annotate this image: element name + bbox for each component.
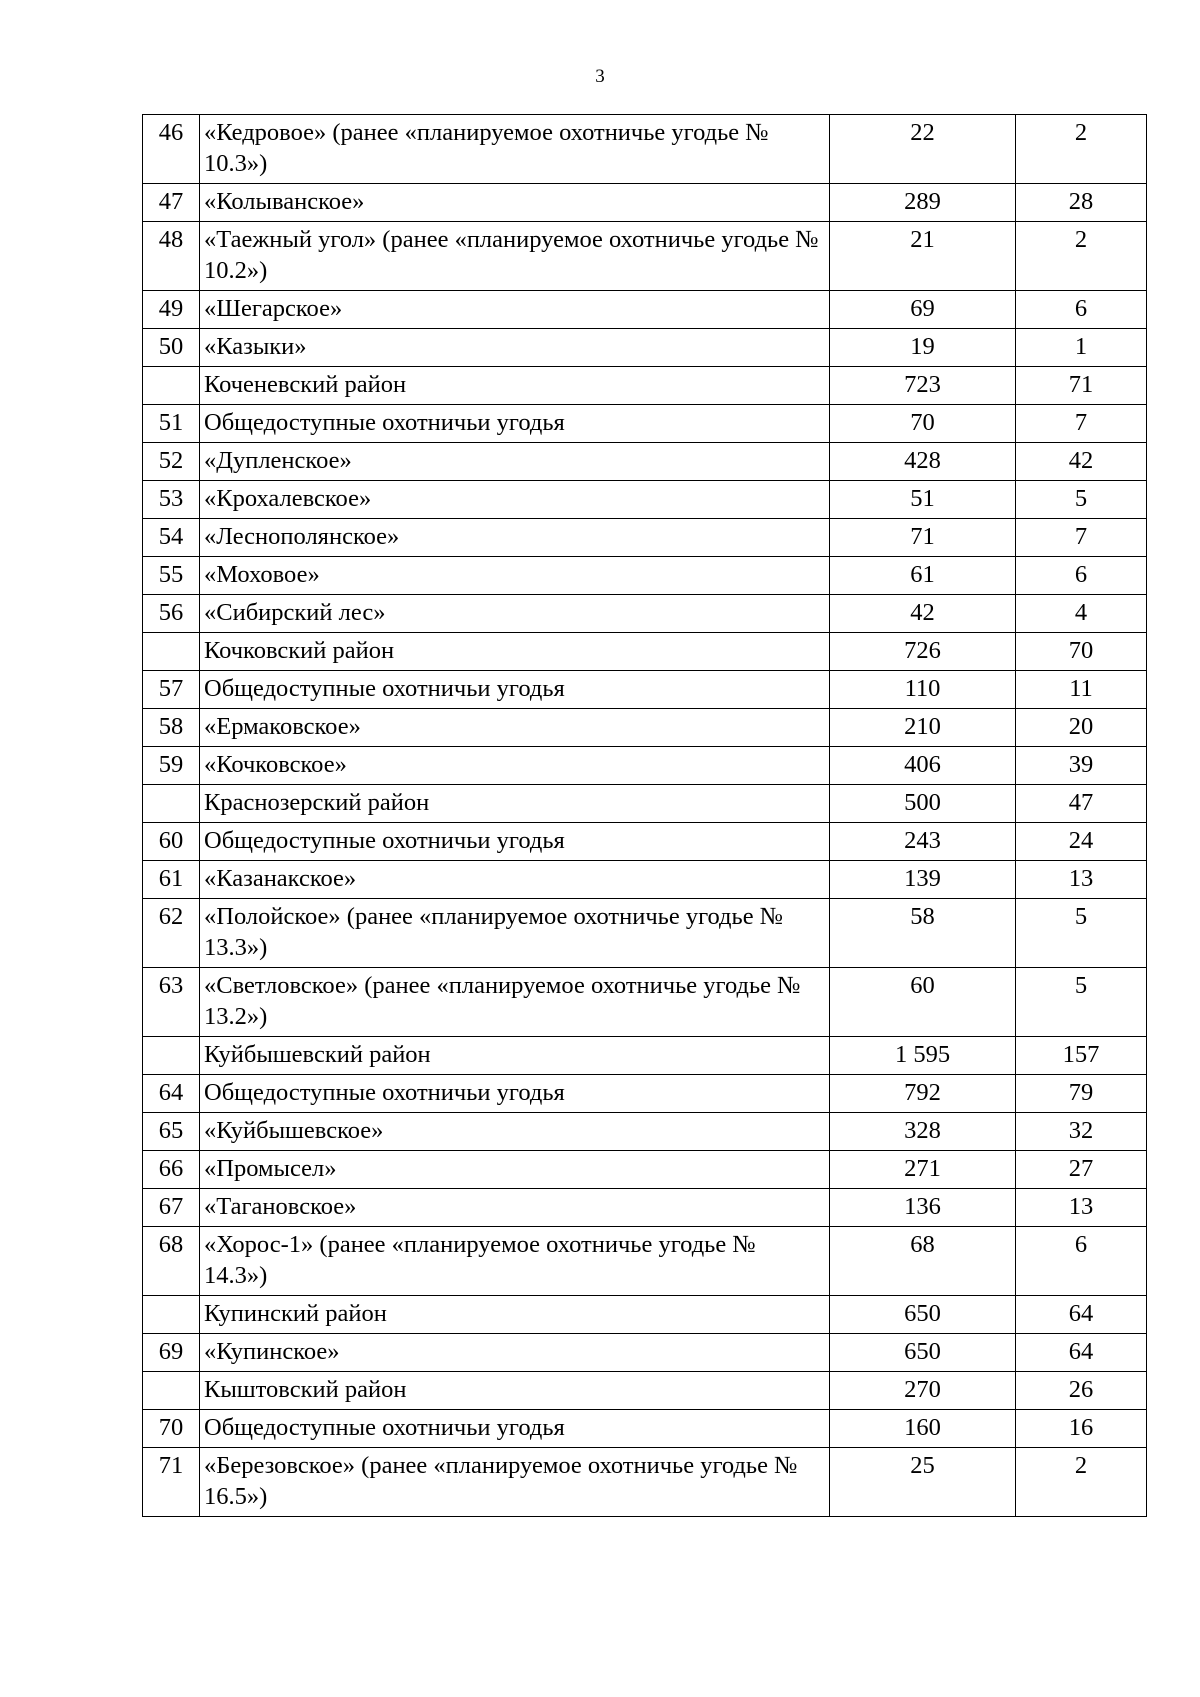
table-row: [143, 595, 1147, 633]
row-number-cell: [143, 367, 200, 405]
row-number-cell: 66: [143, 1151, 200, 1189]
row-number-cell: 52: [143, 443, 200, 481]
row-name-cell: «Полойское» (ранее «планируемое охотничье угодье № 13.3»): [200, 899, 830, 968]
row-name-cell: Общедоступные охотничьи угодья: [200, 1410, 830, 1448]
page-number: 3: [595, 66, 605, 87]
row-number-cell: 50: [143, 329, 200, 367]
district-row: [143, 1296, 1147, 1334]
row-value2-cell: 24: [1016, 823, 1147, 861]
row-number-cell: [143, 785, 200, 823]
row-name-cell: Общедоступные охотничьи угодья: [200, 405, 830, 443]
row-value1-cell: 792: [830, 1075, 1016, 1113]
table-row: [143, 1227, 1147, 1296]
row-value1-cell: 650: [830, 1334, 1016, 1372]
row-value1-cell: 406: [830, 747, 1016, 785]
row-value2-cell: 5: [1016, 481, 1147, 519]
row-number-cell: 48: [143, 222, 200, 291]
row-value1-cell: 289: [830, 184, 1016, 222]
table-row: [143, 329, 1147, 367]
row-number-cell: 63: [143, 968, 200, 1037]
row-value1-cell: 328: [830, 1113, 1016, 1151]
row-number-cell: 47: [143, 184, 200, 222]
row-value2-cell: 13: [1016, 861, 1147, 899]
table-row: [143, 481, 1147, 519]
row-value2-cell: 27: [1016, 1151, 1147, 1189]
row-number-cell: 65: [143, 1113, 200, 1151]
row-value2-cell: 20: [1016, 709, 1147, 747]
district-row: [143, 1037, 1147, 1075]
row-value2-cell: 6: [1016, 1227, 1147, 1296]
row-value2-cell: 28: [1016, 184, 1147, 222]
row-number-cell: [143, 633, 200, 671]
row-number-cell: [143, 1296, 200, 1334]
table-body: [143, 115, 1147, 1517]
row-number-cell: 53: [143, 481, 200, 519]
row-name-cell: Кыштовский район: [200, 1372, 830, 1410]
row-number-cell: 60: [143, 823, 200, 861]
row-name-cell: «Сибирский лес»: [200, 595, 830, 633]
row-name-cell: «Светловское» (ранее «планируемое охотничье угодье № 13.2»): [200, 968, 830, 1037]
row-name-cell: Общедоступные охотничьи угодья: [200, 671, 830, 709]
row-name-cell: «Леснополянское»: [200, 519, 830, 557]
row-value1-cell: 210: [830, 709, 1016, 747]
row-name-cell: «Шегарское»: [200, 291, 830, 329]
row-value1-cell: 58: [830, 899, 1016, 968]
row-value2-cell: 6: [1016, 557, 1147, 595]
table-row: [143, 823, 1147, 861]
row-name-cell: «Ермаковское»: [200, 709, 830, 747]
row-number-cell: 69: [143, 1334, 200, 1372]
row-value1-cell: 243: [830, 823, 1016, 861]
row-name-cell: Коченевский район: [200, 367, 830, 405]
row-number-cell: 49: [143, 291, 200, 329]
row-value1-cell: 51: [830, 481, 1016, 519]
hunting-grounds-table: [142, 114, 1147, 1517]
row-name-cell: «Казыки»: [200, 329, 830, 367]
table-row: [143, 899, 1147, 968]
row-name-cell: «Хорос-1» (ранее «планируемое охотничье угодье № 14.3»): [200, 1227, 830, 1296]
table-row: [143, 405, 1147, 443]
row-number-cell: 55: [143, 557, 200, 595]
row-name-cell: «Куйбышевское»: [200, 1113, 830, 1151]
row-name-cell: Краснозерский район: [200, 785, 830, 823]
row-number-cell: 70: [143, 1410, 200, 1448]
row-name-cell: «Колыванское»: [200, 184, 830, 222]
row-name-cell: «Таежный угол» (ранее «планируемое охотничье угодье № 10.2»): [200, 222, 830, 291]
row-number-cell: 54: [143, 519, 200, 557]
table-row: [143, 1113, 1147, 1151]
row-number-cell: 57: [143, 671, 200, 709]
row-value2-cell: 47: [1016, 785, 1147, 823]
table-row: [143, 291, 1147, 329]
row-value2-cell: 4: [1016, 595, 1147, 633]
district-row: [143, 367, 1147, 405]
table-row: [143, 1151, 1147, 1189]
row-value1-cell: 70: [830, 405, 1016, 443]
row-value1-cell: 1 595: [830, 1037, 1016, 1075]
row-value1-cell: 160: [830, 1410, 1016, 1448]
row-name-cell: Куйбышевский район: [200, 1037, 830, 1075]
row-value2-cell: 16: [1016, 1410, 1147, 1448]
row-name-cell: «Кочковское»: [200, 747, 830, 785]
row-value1-cell: 42: [830, 595, 1016, 633]
row-value2-cell: 6: [1016, 291, 1147, 329]
table-row: [143, 709, 1147, 747]
row-name-cell: Общедоступные охотничьи угодья: [200, 1075, 830, 1113]
table-row: [143, 671, 1147, 709]
table-row: [143, 557, 1147, 595]
row-name-cell: «Дупленское»: [200, 443, 830, 481]
row-value2-cell: 5: [1016, 899, 1147, 968]
row-value1-cell: 650: [830, 1296, 1016, 1334]
row-value1-cell: 726: [830, 633, 1016, 671]
table-row: [143, 968, 1147, 1037]
row-value2-cell: 2: [1016, 115, 1147, 184]
row-value2-cell: 11: [1016, 671, 1147, 709]
row-number-cell: 46: [143, 115, 200, 184]
row-value2-cell: 2: [1016, 1448, 1147, 1517]
row-value2-cell: 7: [1016, 519, 1147, 557]
table-row: [143, 1448, 1147, 1517]
row-value2-cell: 13: [1016, 1189, 1147, 1227]
row-number-cell: 67: [143, 1189, 200, 1227]
row-name-cell: Общедоступные охотничьи угодья: [200, 823, 830, 861]
row-number-cell: [143, 1372, 200, 1410]
table-row: [143, 861, 1147, 899]
table-row: [143, 747, 1147, 785]
row-value1-cell: 68: [830, 1227, 1016, 1296]
row-value1-cell: 71: [830, 519, 1016, 557]
district-row: [143, 1372, 1147, 1410]
row-value2-cell: 157: [1016, 1037, 1147, 1075]
row-number-cell: 59: [143, 747, 200, 785]
row-name-cell: «Крохалевское»: [200, 481, 830, 519]
table-row: [143, 222, 1147, 291]
row-name-cell: Кочковский район: [200, 633, 830, 671]
row-number-cell: 68: [143, 1227, 200, 1296]
row-number-cell: 71: [143, 1448, 200, 1517]
row-number-cell: 64: [143, 1075, 200, 1113]
district-row: [143, 785, 1147, 823]
row-value2-cell: 2: [1016, 222, 1147, 291]
row-number-cell: 56: [143, 595, 200, 633]
row-value1-cell: 139: [830, 861, 1016, 899]
table-row: [143, 519, 1147, 557]
row-value2-cell: 79: [1016, 1075, 1147, 1113]
table-row: [143, 184, 1147, 222]
row-name-cell: «Моховое»: [200, 557, 830, 595]
row-value1-cell: 136: [830, 1189, 1016, 1227]
row-name-cell: «Тагановское»: [200, 1189, 830, 1227]
row-value2-cell: 39: [1016, 747, 1147, 785]
row-value1-cell: 21: [830, 222, 1016, 291]
row-number-cell: [143, 1037, 200, 1075]
row-value1-cell: 500: [830, 785, 1016, 823]
row-value2-cell: 64: [1016, 1334, 1147, 1372]
row-name-cell: «Казанакское»: [200, 861, 830, 899]
table-row: [143, 1075, 1147, 1113]
row-value1-cell: 270: [830, 1372, 1016, 1410]
row-number-cell: 51: [143, 405, 200, 443]
row-value1-cell: 428: [830, 443, 1016, 481]
row-name-cell: «Купинское»: [200, 1334, 830, 1372]
row-name-cell: «Березовское» (ранее «планируемое охотничье угодье № 16.5»): [200, 1448, 830, 1517]
row-value1-cell: 723: [830, 367, 1016, 405]
row-value1-cell: 110: [830, 671, 1016, 709]
row-value2-cell: 5: [1016, 968, 1147, 1037]
table-row: [143, 443, 1147, 481]
row-name-cell: Купинский район: [200, 1296, 830, 1334]
row-value2-cell: 26: [1016, 1372, 1147, 1410]
row-number-cell: 62: [143, 899, 200, 968]
district-row: [143, 633, 1147, 671]
table-row: [143, 1410, 1147, 1448]
row-value2-cell: 71: [1016, 367, 1147, 405]
row-number-cell: 61: [143, 861, 200, 899]
row-name-cell: «Кедровое» (ранее «планируемое охотничье угодье № 10.3»): [200, 115, 830, 184]
row-value2-cell: 70: [1016, 633, 1147, 671]
row-value1-cell: 19: [830, 329, 1016, 367]
table-row: [143, 1189, 1147, 1227]
row-number-cell: 58: [143, 709, 200, 747]
row-value2-cell: 7: [1016, 405, 1147, 443]
row-value1-cell: 69: [830, 291, 1016, 329]
row-value2-cell: 32: [1016, 1113, 1147, 1151]
table-row: [143, 1334, 1147, 1372]
row-value1-cell: 60: [830, 968, 1016, 1037]
row-value2-cell: 42: [1016, 443, 1147, 481]
row-value1-cell: 25: [830, 1448, 1016, 1517]
row-value1-cell: 271: [830, 1151, 1016, 1189]
row-value2-cell: 64: [1016, 1296, 1147, 1334]
row-value1-cell: 61: [830, 557, 1016, 595]
row-value2-cell: 1: [1016, 329, 1147, 367]
row-value1-cell: 22: [830, 115, 1016, 184]
table-row: [143, 115, 1147, 184]
row-name-cell: «Промысел»: [200, 1151, 830, 1189]
